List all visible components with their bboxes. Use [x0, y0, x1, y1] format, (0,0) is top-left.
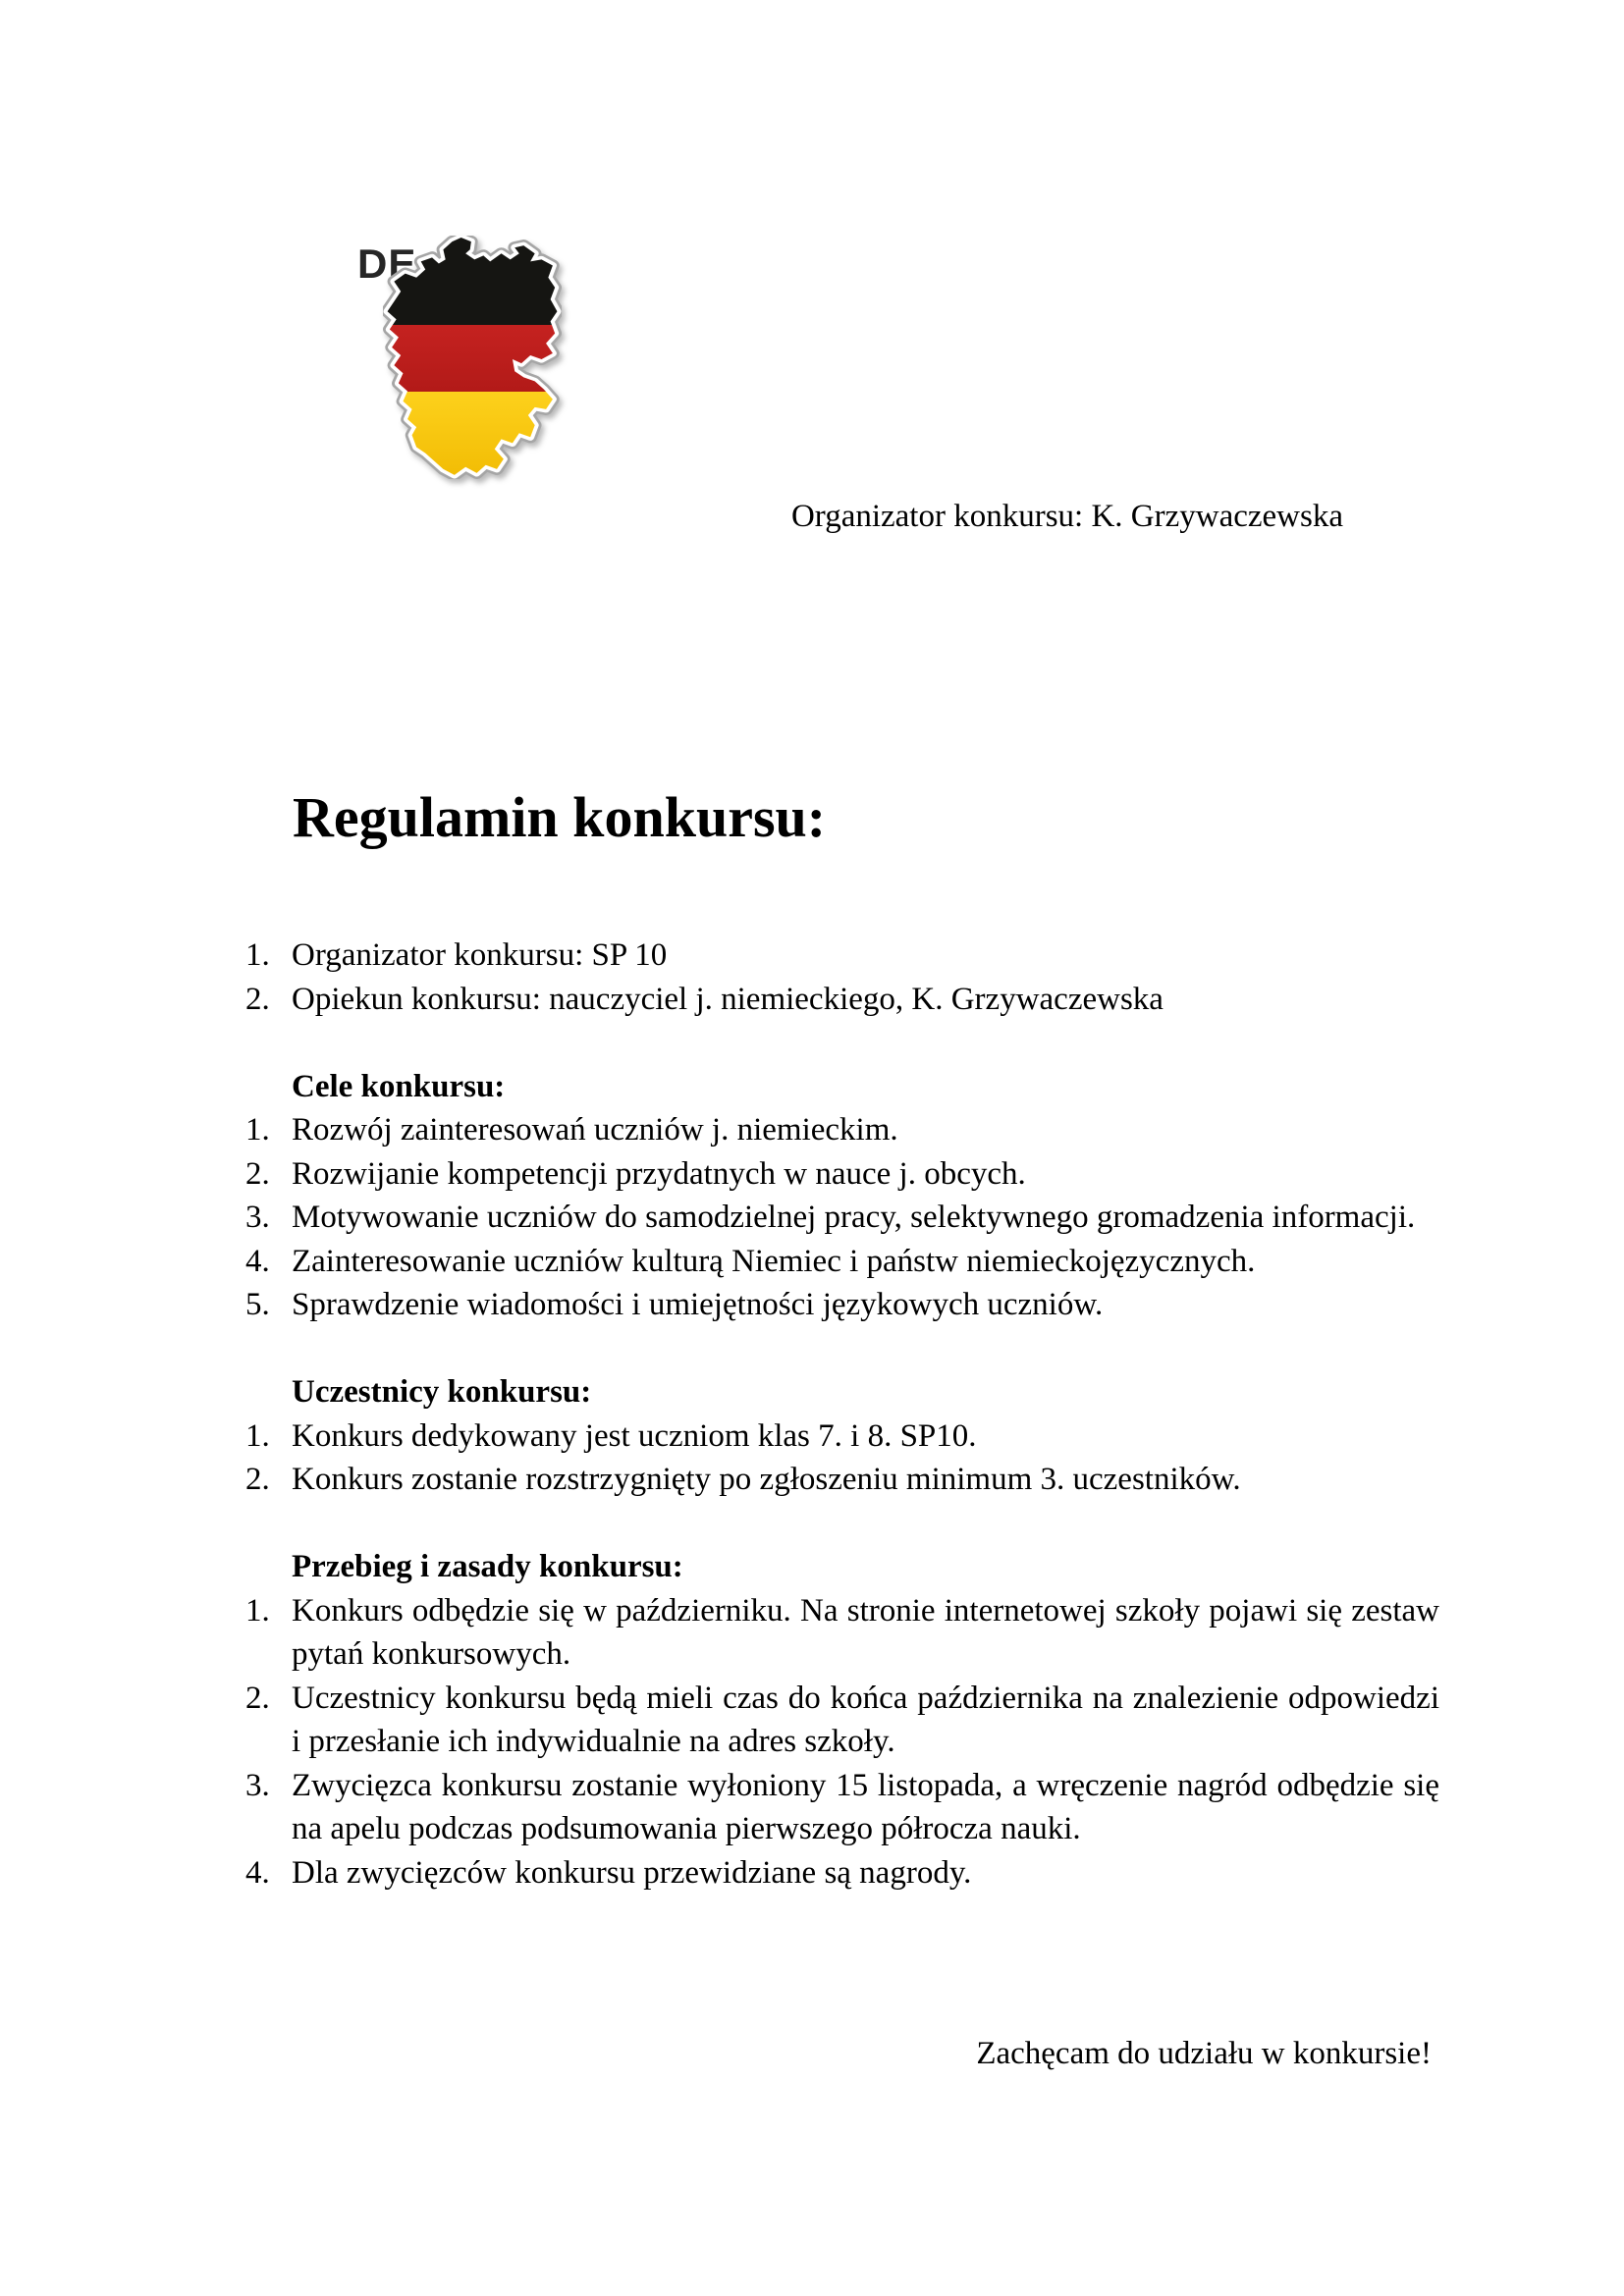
- germany-map-icon: [383, 236, 562, 479]
- logo: [353, 236, 562, 483]
- list-item: Zainteresowanie uczniów kulturą Niemiec i państw niemieckojęzycznych.: [292, 1243, 1256, 1279]
- section-heading-goals: Cele konkursu:: [292, 1068, 506, 1104]
- country-code-label: DE: [357, 240, 417, 287]
- list-item: Motywowanie uczniów do samodzielnej pracy, selektywnego gromadzenia informacji.: [292, 1200, 1416, 1235]
- list-item: Konkurs zostanie rozstrzygnięty po zgłoszeniu minimum 3. uczestników.: [292, 1462, 1241, 1497]
- list-item: Rozwój zainteresowań uczniów j. niemieckim.: [292, 1112, 898, 1148]
- organizer-line: Organizator konkursu: K. Grzywaczewska: [790, 499, 1343, 534]
- list-item: Uczestnicy konkursu będą mieli czas do końca października na znalezienie odpowiedzi i przesłanie ich indywidualnie na adres szkoły.: [292, 1680, 1439, 1759]
- list-item: Sprawdzenie wiadomości i umiejętności językowych uczniów.: [292, 1287, 1104, 1322]
- participants-list: [245, 1415, 1439, 1502]
- list-item: Zwycięzca konkursu zostanie wyłoniony 15 listopada, a wręczenie nagród odbędzie się na apelu podczas podsumowania pierwszego półrocza nauki.: [292, 1767, 1439, 1846]
- intro-list: [245, 934, 1439, 1021]
- goals-list: [245, 1108, 1439, 1327]
- list-item: Rozwijanie kompetencji przydatnych w nauce j. obcych.: [292, 1155, 1026, 1192]
- list-item: Konkurs dedykowany jest uczniom klas 7. i 8. SP10.: [292, 1417, 977, 1454]
- rules-list: [245, 1589, 1439, 1896]
- closing-line: Zachęcam do udziału w konkursie!: [976, 2036, 1432, 2071]
- list-item: Organizator konkursu: SP 10: [292, 937, 668, 973]
- list-item: Opiekun konkursu: nauczyciel j. niemieckiego, K. Grzywaczewska: [292, 981, 1164, 1017]
- section-heading-rules: Przebieg i zasady konkursu:: [292, 1549, 683, 1584]
- document-body: [245, 934, 1439, 1895]
- page-title: Regulamin konkursu:: [293, 784, 827, 849]
- list-item: Dla zwycięzców konkursu przewidziane są nagrody.: [292, 1854, 972, 1891]
- section-heading-participants: Uczestnicy konkursu:: [292, 1374, 592, 1410]
- list-item: Konkurs odbędzie się w październiku. Na stronie internetowej szkoły pojawi się zestaw pytań konkursowych.: [292, 1592, 1439, 1672]
